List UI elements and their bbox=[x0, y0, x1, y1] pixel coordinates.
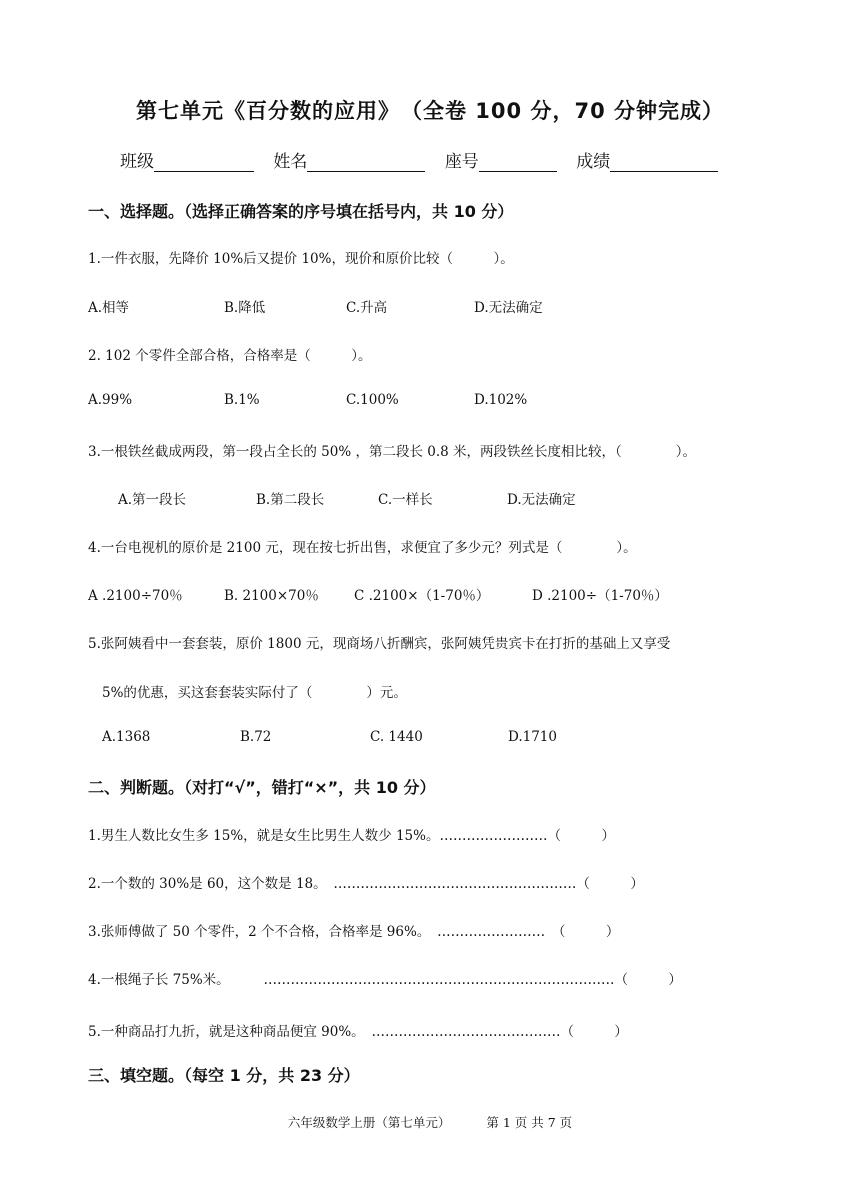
option: B.降低 bbox=[224, 300, 266, 316]
answer-blank[interactable]: ……………………（ ） bbox=[439, 828, 615, 844]
score-blank[interactable] bbox=[610, 153, 718, 172]
class-label: 班级 bbox=[120, 152, 154, 172]
option: A .2100÷70％ bbox=[88, 588, 183, 604]
judgement-item bbox=[88, 1020, 628, 1040]
judgement-item bbox=[88, 824, 615, 844]
seat-label: 座号 bbox=[444, 152, 479, 172]
name-blank[interactable] bbox=[307, 153, 425, 172]
answer-blank[interactable]: ……………………………………（ ） bbox=[371, 1024, 628, 1040]
option: D.102% bbox=[474, 392, 528, 408]
section-heading-judgement: 二、判断题。（对打“√”，错打“×”，共 10 分） bbox=[88, 778, 436, 797]
question-text: 1.一件衣服，先降价 10%后又提价 10%，现价和原价比较（ ）。 bbox=[88, 251, 514, 267]
judgement-text: 5.一种商品打九折，就是这种商品便宜 90%。 bbox=[88, 1024, 358, 1040]
option: A.第一段长 bbox=[118, 492, 187, 508]
section-heading-fill-in: 三、填空题。（每空 1 分，共 23 分） bbox=[88, 1066, 360, 1085]
option: D .2100÷（1-70％） bbox=[532, 588, 668, 604]
option: B. 2100×70％ bbox=[224, 588, 319, 604]
question-text-continued: 5%的优惠，买这套套装实际付了（ ）元。 bbox=[102, 685, 407, 701]
page-footer bbox=[0, 1113, 860, 1131]
option: C.升高 bbox=[346, 300, 388, 316]
option: A.1368 bbox=[102, 729, 151, 745]
seat-blank[interactable] bbox=[479, 153, 557, 172]
footer-course: 六年级数学上册（第七单元） bbox=[287, 1115, 451, 1130]
answer-blank[interactable]: ………………………………………………（ ） bbox=[333, 876, 644, 892]
section-heading-choice: 一、选择题。（选择正确答案的序号填在括号内，共 10 分） bbox=[88, 202, 514, 221]
judgement-item bbox=[88, 920, 619, 940]
question-text: 4.一台电视机的原价是 2100 元，现在按七折出售，求便宜了多少元？列式是（ ）。 bbox=[88, 540, 637, 556]
option: D.无法确定 bbox=[507, 492, 576, 508]
name-label: 姓名 bbox=[273, 152, 308, 172]
judgement-item bbox=[88, 968, 682, 988]
judgement-text: 1.男生人数比女生多 15%，就是女生比男生人数少 15%。 bbox=[88, 828, 440, 844]
class-blank[interactable] bbox=[154, 153, 254, 172]
option: B.72 bbox=[240, 729, 272, 745]
option: C .2100×（1-70％） bbox=[354, 588, 490, 604]
judgement-text: 4.一根绳子长 75%米。 bbox=[88, 972, 223, 988]
answer-blank[interactable]: …………………… （ ） bbox=[437, 924, 620, 940]
judgement-item bbox=[88, 872, 644, 892]
student-info-row bbox=[120, 147, 732, 172]
question-text: 2. 102 个零件全部合格，合格率是（ ）。 bbox=[88, 348, 372, 364]
option: C. 1440 bbox=[370, 729, 423, 745]
option: A.99% bbox=[88, 392, 133, 408]
footer-page-number: 第 1 页 共 7 页 bbox=[486, 1115, 573, 1130]
option: A.相等 bbox=[88, 300, 130, 316]
option: B.第二段长 bbox=[256, 492, 325, 508]
option: C.100% bbox=[346, 392, 399, 408]
score-label: 成绩 bbox=[576, 152, 611, 172]
question-text: 5.张阿姨看中一套套装，原价 1800 元，现商场八折酬宾，张阿姨凭贵宾卡在打折的基础上又享受 bbox=[88, 636, 671, 652]
option: C.一样长 bbox=[378, 492, 433, 508]
option: D.1710 bbox=[508, 729, 557, 745]
judgement-text: 2.一个数的 30%是 60，这个数是 18。 bbox=[88, 876, 320, 892]
answer-blank[interactable]: ……………………………………………………………………（ ） bbox=[263, 972, 682, 988]
option: D.无法确定 bbox=[474, 300, 543, 316]
option: B.1% bbox=[224, 392, 260, 408]
page-title: 第七单元《百分数的应用》 （全卷 100 分，70 分钟完成） bbox=[136, 99, 724, 123]
question-text: 3.一根铁丝截成两段，第一段占全长的 50% ，第二段长 0.8 米，两段铁丝长度相比较，（ ）。 bbox=[88, 444, 697, 460]
judgement-text: 3.张师傅做了 50 个零件，2 个不合格，合格率是 96%。 bbox=[88, 924, 424, 940]
